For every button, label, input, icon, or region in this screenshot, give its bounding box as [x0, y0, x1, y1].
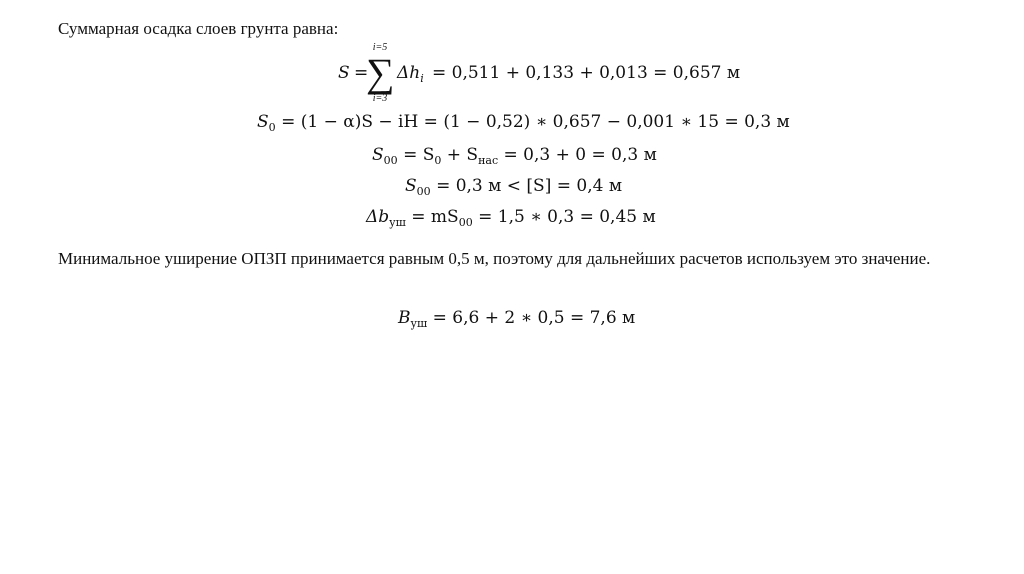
sum-upper-limit: i=5 — [372, 42, 388, 53]
paragraph-text: Минимальное уширение ОПЗП принимается равным 0,5 м, поэтому для дальнейших расчетов используем это значение. — [58, 249, 931, 268]
sigma-block — [366, 42, 394, 104]
formula-sum-lhs: S — [338, 63, 350, 83]
formula-b: $B_{уш} = 6,6 + 2$ ∗ 0,5 = 7,6 м — [398, 308, 636, 330]
formula-s00-sum: $S_{00} = S_0 + S_{нас} = 0,3 + 0 = 0,3$ м — [372, 145, 657, 167]
formula-s0: $S_0 = (1 - \alpha)S$ − iH = (1 − 0,52) ∗ 0,657 − 0,001 ∗ 15 = 0,3 м — [257, 112, 790, 134]
sum-lower-limit: i=3 — [372, 93, 388, 104]
formula-sum-rhs: = 0,511 + 0,133 + 0,013 = 0,657 м — [432, 63, 741, 83]
formula-delta-b: $\Delta b_{уш} = mS_{00} = 1,5$ ∗ 0,3 = 0,45 м — [366, 207, 656, 229]
formula-sum-term: $\Delta h_i$ — [397, 63, 424, 85]
sigma-symbol: ∑ — [366, 50, 395, 95]
formula-sum-eq: = — [354, 63, 369, 83]
intro-text: Суммарная осадка слоев грунта равна: — [58, 19, 339, 38]
formula-s00-check: $S_{00} = 0,3$ м < [S] = 0,4 м — [405, 176, 623, 198]
